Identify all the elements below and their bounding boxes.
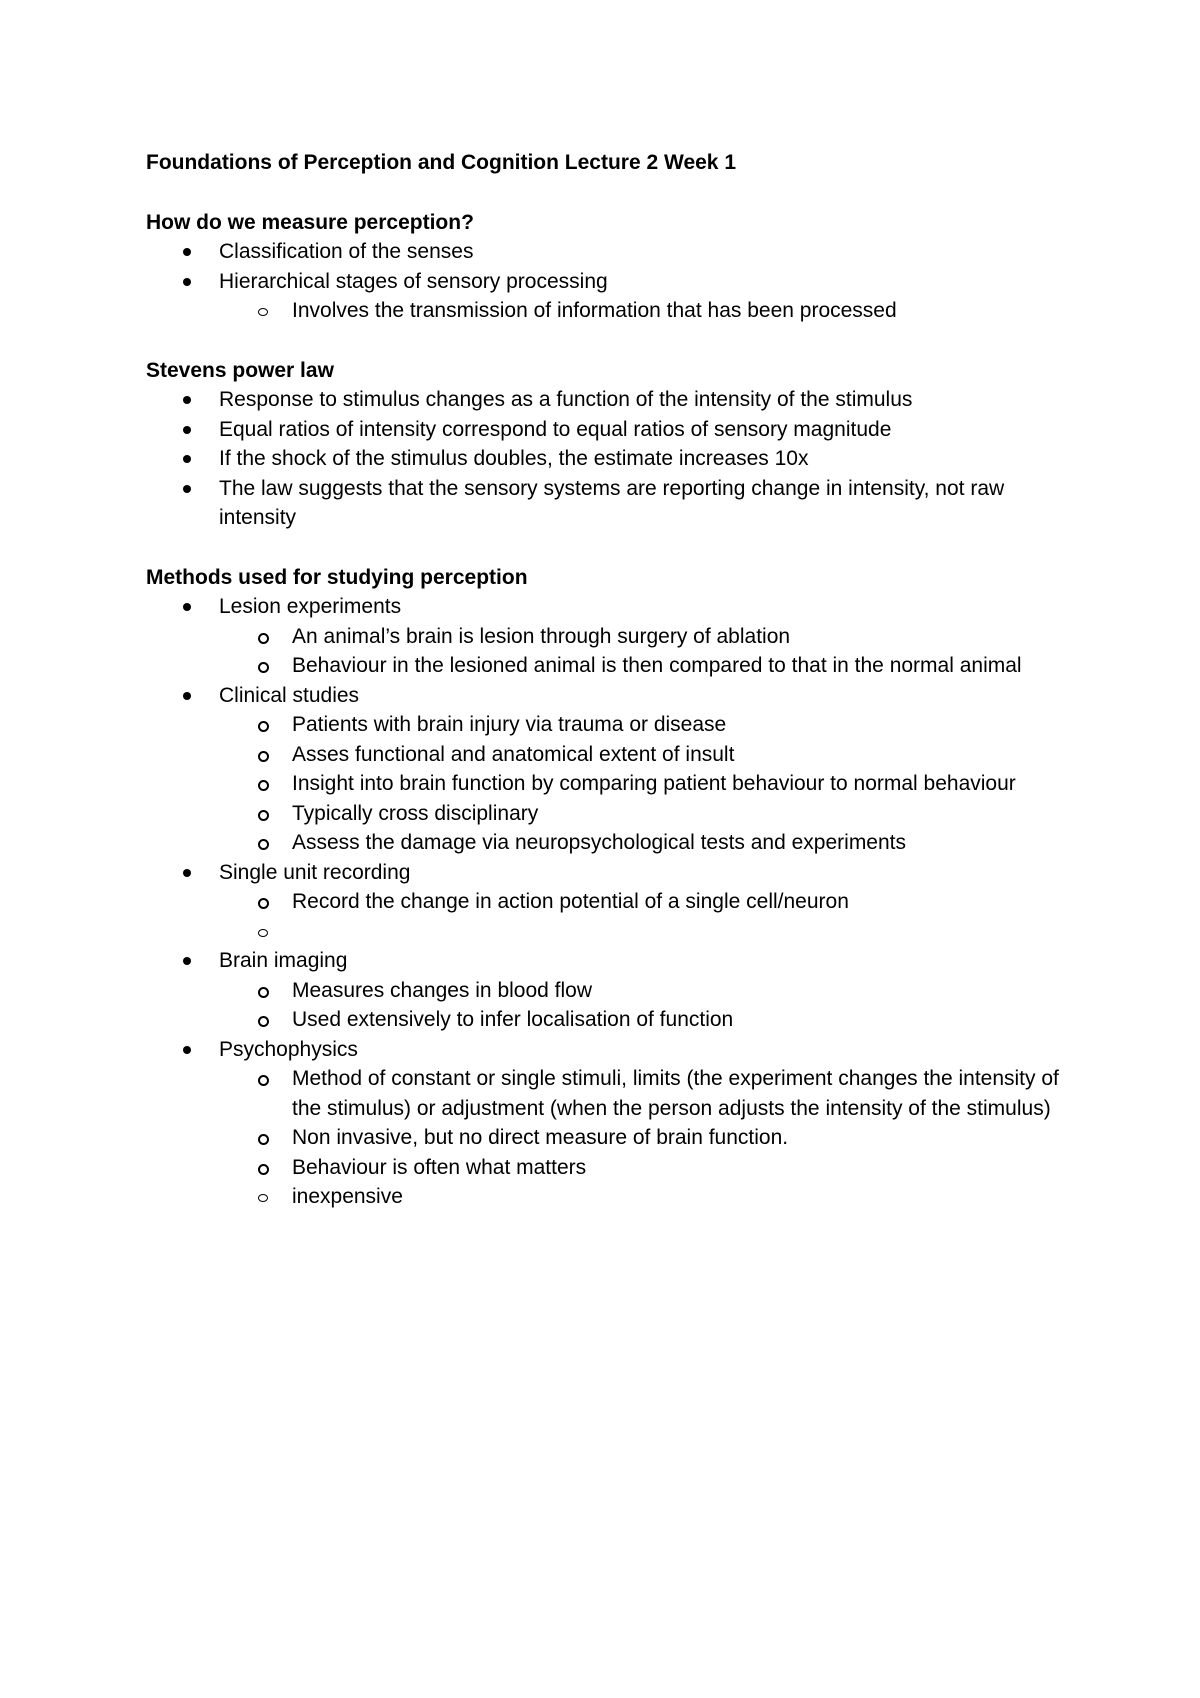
section-heading: Stevens power law <box>146 358 334 382</box>
list-item <box>146 237 1066 267</box>
section-measure-perception <box>146 208 1066 326</box>
sub-bullet-list <box>219 976 1066 1035</box>
document-body <box>146 148 1066 1242</box>
list-item-text: Brain imaging <box>219 949 348 972</box>
bullet-icon <box>183 426 191 434</box>
bullet-icon <box>183 957 191 965</box>
sub-list-item <box>219 769 1066 799</box>
hollow-circle-icon <box>258 1134 269 1145</box>
bullet-icon <box>183 278 191 286</box>
hollow-circle-icon <box>258 898 269 909</box>
section-stevens-power-law <box>146 356 1066 533</box>
sub-list-item-text: Record the change in action potential of a single cell/neuron <box>292 890 849 913</box>
sub-list-item <box>219 976 1066 1006</box>
sub-list-item-text: Assess the damage via neuropsychological tests and experiments <box>292 831 907 854</box>
bullet-icon <box>183 485 191 493</box>
sub-list-item <box>219 622 1066 652</box>
sub-bullet-list <box>219 710 1066 858</box>
sub-list-item-text: Behaviour in the lesioned animal is then compared to that in the normal animal <box>292 654 1022 677</box>
bullet-list <box>146 385 1066 533</box>
sub-list-item <box>219 828 1066 858</box>
list-item <box>146 946 1066 1035</box>
sub-list-item-text: Patients with brain injury via trauma or disease <box>292 713 727 736</box>
sub-list-item-text: Insight into brain function by comparing patient behaviour to normal behaviour <box>292 772 1016 795</box>
sub-list-item <box>219 799 1066 829</box>
hollow-circle-icon <box>258 839 269 850</box>
list-item <box>146 444 1066 474</box>
bullet-icon <box>183 869 191 877</box>
sub-list-item <box>219 917 1066 947</box>
section-heading: Methods used for studying perception <box>146 565 528 589</box>
list-item-text: Classification of the senses <box>219 240 474 263</box>
list-item-text: Lesion experiments <box>219 595 402 618</box>
bullet-icon <box>183 455 191 463</box>
document-title: Foundations of Perception and Cognition Lecture 2 Week 1 <box>146 151 736 174</box>
sub-list-item-text: Method of constant or single stimuli, limits (the experiment changes the intensity of the stimulus) or adjustment (when the person adjusts the intensity of the stimulus) <box>292 1067 1059 1120</box>
sub-list-item-text <box>292 917 1066 947</box>
hollow-circle-icon <box>258 721 269 732</box>
bullet-icon <box>183 396 191 404</box>
list-item <box>146 415 1066 445</box>
hollow-circle-icon <box>258 1164 269 1175</box>
list-item-text: Response to stimulus changes as a function of the intensity of the stimulus <box>219 388 913 411</box>
list-item <box>146 1035 1066 1212</box>
sub-list-item-text: Asses functional and anatomical extent of insult <box>292 742 735 766</box>
hollow-circle-icon <box>258 1075 269 1086</box>
list-item-text: If the shock of the stimulus doubles, the estimate increases 10x <box>219 447 809 470</box>
sub-bullet-list <box>219 1064 1066 1212</box>
list-item <box>146 474 1066 533</box>
list-item <box>146 681 1066 858</box>
hollow-circle-icon <box>258 1016 269 1027</box>
sub-list-item-text: An animal’s brain is lesion through surgery of ablation <box>292 624 791 648</box>
sub-list-item <box>219 710 1066 740</box>
list-item-text: Hierarchical stages of sensory processing <box>219 269 608 293</box>
section-methods <box>146 563 1066 1212</box>
list-item-text: Equal ratios of intensity correspond to equal ratios of sensory magnitude <box>219 417 892 441</box>
sub-list-item <box>219 1064 1066 1123</box>
sub-list-item <box>219 1123 1066 1153</box>
sub-list-item <box>219 1005 1066 1035</box>
sub-list-item <box>219 1182 1066 1212</box>
bullet-icon <box>183 248 191 256</box>
sub-list-item <box>219 740 1066 770</box>
hollow-circle-icon <box>258 780 269 791</box>
sub-list-item-text: inexpensive <box>292 1185 403 1208</box>
list-item <box>146 592 1066 681</box>
section-heading: How do we measure perception? <box>146 210 474 234</box>
bullet-list <box>146 237 1066 326</box>
sub-list-item-text: Typically cross disciplinary <box>292 801 539 825</box>
bullet-icon <box>183 603 191 611</box>
sub-list-item-text: Behaviour is often what matters <box>292 1155 587 1179</box>
hollow-circle-icon <box>258 751 269 762</box>
bullet-icon <box>183 692 191 700</box>
sub-bullet-list <box>219 887 1066 946</box>
hollow-circle-icon <box>258 1194 268 1202</box>
hollow-circle-icon <box>258 308 268 316</box>
sub-bullet-list <box>219 622 1066 681</box>
list-item-text: Clinical studies <box>219 683 360 707</box>
sub-list-item-text: Non invasive, but no direct measure of brain function. <box>292 1126 789 1149</box>
sub-list-item <box>219 887 1066 917</box>
hollow-circle-icon <box>258 662 269 673</box>
list-item <box>146 385 1066 415</box>
list-item <box>146 267 1066 326</box>
hollow-circle-icon <box>258 810 269 821</box>
sub-list-item-text: Used extensively to infer localisation of function <box>292 1008 734 1031</box>
list-item-text: Psychophysics <box>219 1037 358 1061</box>
hollow-circle-icon <box>258 633 269 644</box>
hollow-circle-icon <box>258 987 269 998</box>
hollow-circle-icon <box>258 929 268 937</box>
sub-list-item-text: Measures changes in blood flow <box>292 978 593 1002</box>
sub-list-item <box>219 296 1066 326</box>
sub-list-item <box>219 1153 1066 1183</box>
sub-list-item-text: Involves the transmission of information that has been processed <box>292 299 897 322</box>
sub-list-item <box>219 651 1066 681</box>
list-item-text: The law suggests that the sensory systems are reporting change in intensity, not raw intensity <box>219 476 1005 529</box>
bullet-list <box>146 592 1066 1212</box>
sub-bullet-list <box>219 296 1066 326</box>
list-item <box>146 858 1066 947</box>
bullet-icon <box>183 1046 191 1054</box>
list-item-text: Single unit recording <box>219 860 411 884</box>
